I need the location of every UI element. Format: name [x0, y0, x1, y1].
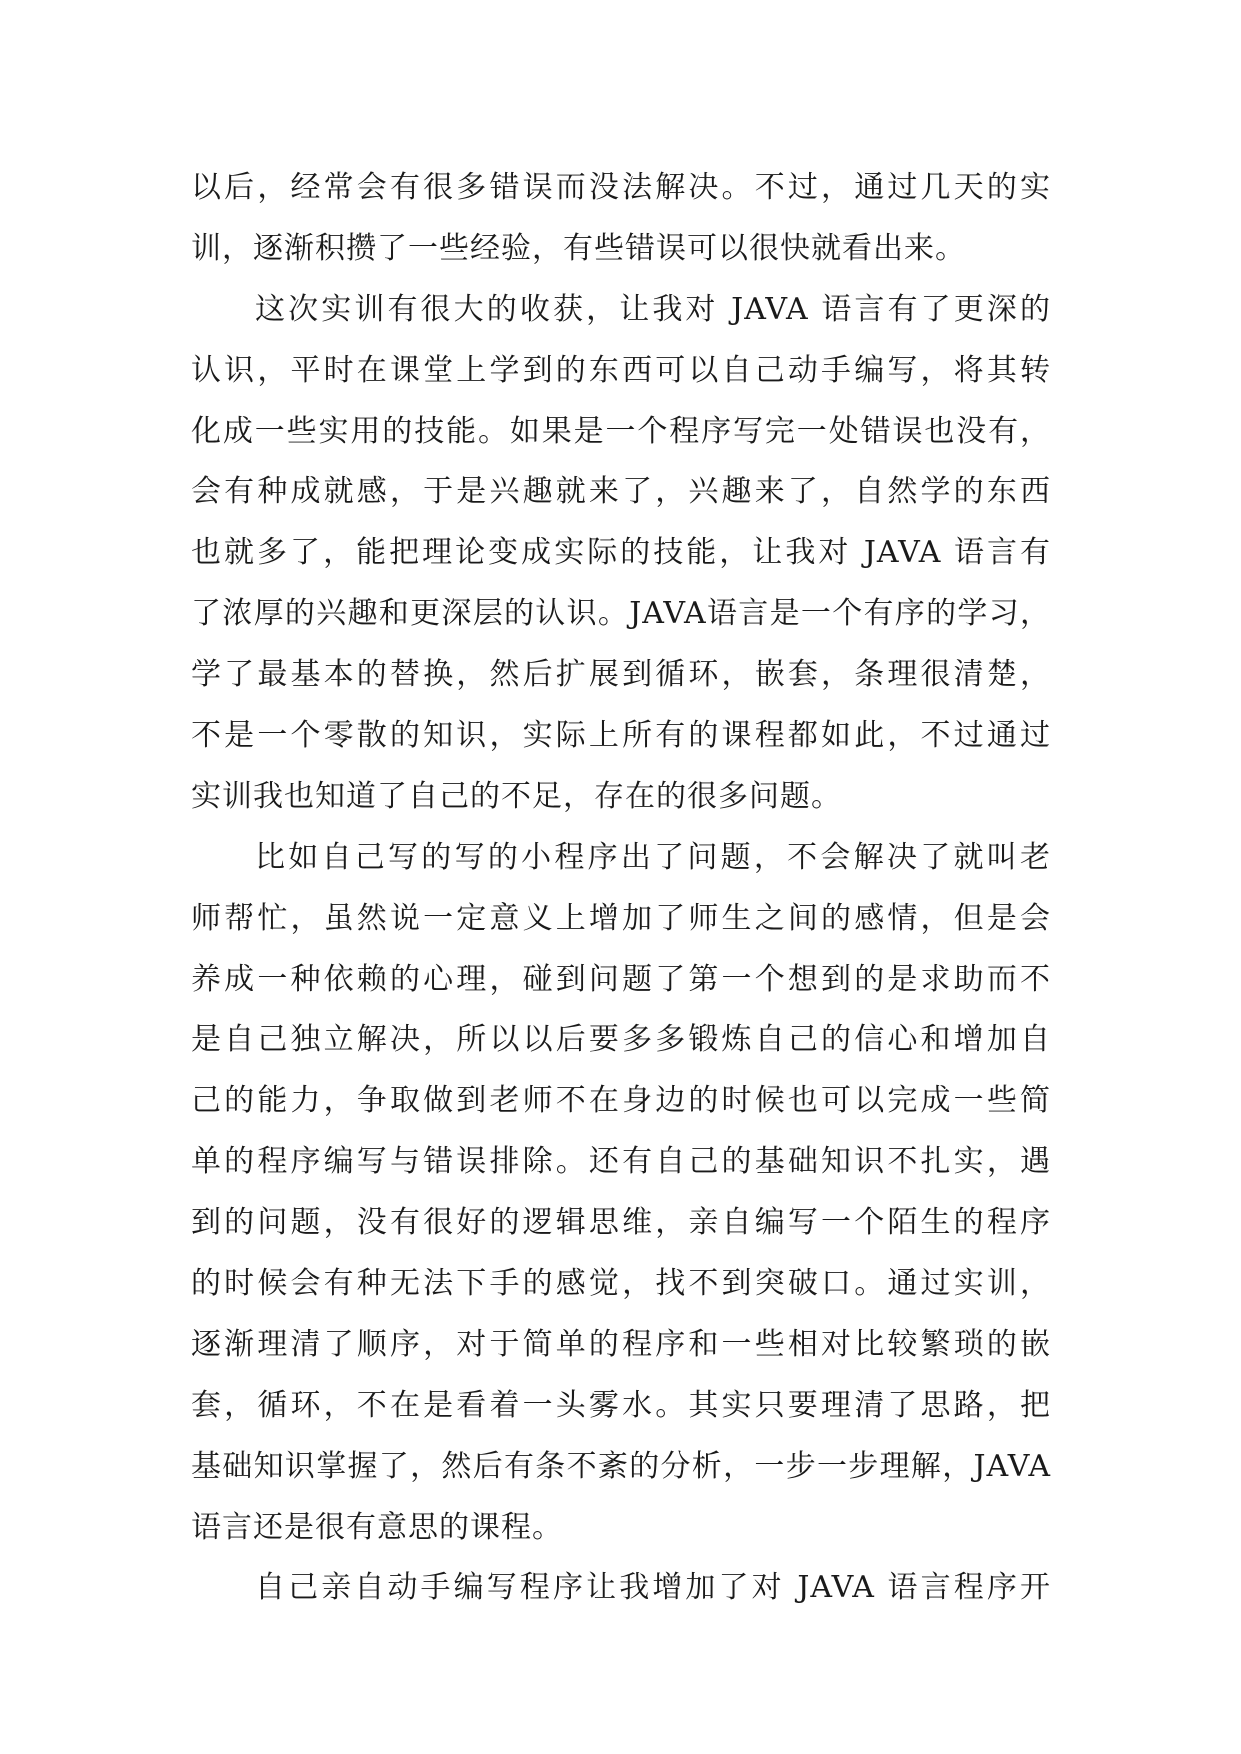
text-line: 会有种成就感，于是兴趣就来了，兴趣来了，自然学的东西	[191, 474, 1051, 510]
text-line: 了浓厚的兴趣和更深层的认识。JAVA语言是一个有序的学习，	[191, 596, 1051, 632]
text-line: 养成一种依赖的心理，碰到问题了第一个想到的是求助而不	[191, 961, 1051, 997]
text-line: 以后，经常会有很多错误而没法解决。不过，通过几天的实	[191, 170, 1051, 205]
text-line: 己的能力，争取做到老师不在身边的时候也可以完成一些简	[191, 1083, 1051, 1119]
text-line: 的时候会有种无法下手的感觉，找不到突破口。通过实训，	[191, 1266, 1051, 1302]
text-line: 学了最基本的替换，然后扩展到循环，嵌套，条理很清楚，	[191, 657, 1051, 693]
text-line: 训，逐渐积攒了一些经验，有些错误可以很快就看出来。	[191, 230, 966, 266]
text-line: 实训我也知道了自己的不足，存在的很多问题。	[191, 778, 842, 814]
text-line: 基础知识掌握了，然后有条不紊的分析，一步一步理解，JAVA	[191, 1448, 1051, 1484]
text-line: 不是一个零散的知识，实际上所有的课程都如此，不过通过	[191, 718, 1051, 754]
text-line: 是自己独立解决，所以以后要多多锻炼自己的信心和增加自	[191, 1022, 1051, 1058]
text-line: 师帮忙，虽然说一定意义上增加了师生之间的感情，但是会	[191, 900, 1051, 936]
text-line: 化成一些实用的技能。如果是一个程序写完一处错误也没有，	[191, 413, 1051, 449]
body-text	[191, 158, 1051, 1619]
text-line: 也就多了，能把理论变成实际的技能，让我对 JAVA 语言有	[191, 535, 1051, 571]
text-line: 这次实训有很大的收获，让我对 JAVA 语言有了更深的	[255, 291, 1051, 327]
text-line: 逐渐理清了顺序，对于简单的程序和一些相对比较繁琐的嵌	[191, 1326, 1051, 1362]
text-line: 自己亲自动手编写程序让我增加了对 JAVA 语言程序开	[255, 1570, 1051, 1606]
text-line: 单的程序编写与错误排除。还有自己的基础知识不扎实，遇	[191, 1144, 1051, 1180]
text-line: 比如自己写的写的小程序出了问题，不会解决了就叫老	[255, 839, 1051, 875]
text-line: 语言还是很有意思的课程。	[191, 1509, 563, 1545]
text-line: 到的问题，没有很好的逻辑思维，亲自编写一个陌生的程序	[191, 1205, 1051, 1241]
text-line: 套，循环，不在是看着一头雾水。其实只要理清了思路，把	[191, 1387, 1051, 1423]
text-line: 认识，平时在课堂上学到的东西可以自己动手编写，将其转	[191, 352, 1051, 388]
